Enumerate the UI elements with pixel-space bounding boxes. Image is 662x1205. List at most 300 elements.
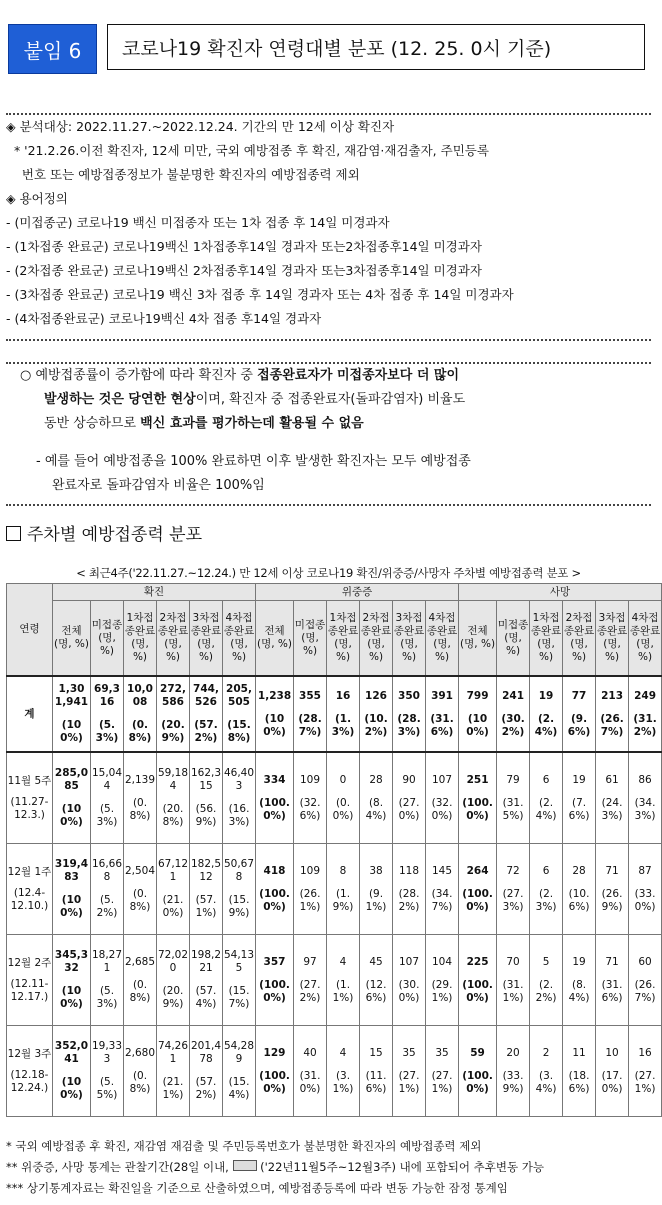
cell-count: 319,483 [54,858,89,883]
table-row [7,844,662,935]
cell-count: 6 [542,864,550,877]
cell-percent: (12.6%) [365,978,387,1004]
table-cell [223,935,256,1026]
table-cell [157,752,190,844]
table-cell [629,1026,662,1117]
cell-count: 59 [470,1046,485,1059]
cell-percent: (9.1%) [365,887,387,913]
cell-count: 2,680 [124,1046,156,1059]
cell-count: 19 [572,773,586,786]
definition-line: - (미접종군) 코로나19 백신 미접종자 또는 1차 접종 후 14일 미경과자 [6,215,390,230]
gray-box-icon [233,1160,257,1171]
cell-count: 90 [402,773,416,786]
checkbox-square-icon [6,526,21,541]
age-header: 연령 [7,584,53,677]
table-cell [91,844,124,935]
cell-percent: (2.2%) [535,978,557,1004]
cell-count: 4 [339,1046,347,1059]
subcol-header: 4차접종완료 (명, %) [223,601,256,677]
cell-count: 46,403 [223,767,255,792]
table-cell [426,935,459,1026]
cell-percent: (2.3%) [535,887,557,913]
table-cell [360,844,393,935]
subcol-header: 전체 (명, %) [459,601,497,677]
cell-count: 198,221 [190,949,222,974]
note-line2a: 발생하는 것은 당연한 현상 [44,392,196,407]
table-cell [91,1026,124,1117]
cell-percent: (31.5%) [502,796,524,822]
note-line2b: 이며, 확진자 중 접종완료자(돌파감염자) 비율도 [195,392,466,407]
table-cell [360,752,393,844]
definition-line: 번호 또는 예방접종정보가 불분명한 확진자의 예방접종력 제외 [6,167,360,182]
cell-percent: (30.0%) [398,978,420,1004]
subcol-header: 1차접종완료 (명, %) [327,601,360,677]
cell-percent: (24.3%) [601,796,623,822]
cell-percent: (34.3%) [634,796,656,822]
cell-count: 28 [572,864,586,877]
cell-count: 162,315 [190,767,222,792]
definition-line: - (3차접종 완료군) 코로나19 백신 3차 접종 후 14일 경과자 또는 4차 접종 후 14일 미경과자 [6,287,514,302]
table-cell [124,844,157,935]
row-period: (12.4-12.10.) [10,886,49,912]
cell-percent: (29.1%) [431,978,453,1004]
cell-percent: (17.0%) [601,1069,623,1095]
table-cell [393,844,426,935]
cell-percent: (0.8%) [129,796,151,822]
row-label [7,844,53,935]
table-cell [360,1026,393,1117]
section-title-text: 주차별 예방접종력 분포 [27,525,203,545]
definition-line: - (1차접종 완료군) 코로나19백신 1차접종후14일 경과자 또는2차접종후14일 미경과자 [6,239,482,254]
cell-percent: (56.9%) [195,803,217,828]
table-cell [497,844,530,935]
cell-count: 16,668 [91,858,123,883]
cell-count: 38 [369,864,383,877]
table-cell [497,752,530,844]
table-cell [426,676,459,752]
cell-percent: (9.6%) [567,712,591,738]
cell-count: 10 [605,1046,619,1059]
cell-percent: (8.4%) [365,796,387,822]
cell-percent: (100%) [263,712,286,738]
subcol-header: 4차접종완료 (명, %) [426,601,459,677]
cell-count: 241 [502,689,524,702]
cell-count: 54,135 [223,949,255,974]
cell-count: 205,505 [226,683,252,708]
note-example-cont: 완료자로 돌파감염자 비율은 100%임 [52,478,265,493]
cell-percent: (15.8%) [227,719,251,744]
row-period: (11.27-12.3.) [10,795,49,821]
cell-count: 0 [339,773,347,786]
row-label-text: 12월 3주 [7,1047,52,1060]
cell-count: 345,332 [54,949,89,974]
table-cell [563,752,596,844]
note-line3b: 백신 효과를 평가하는데 활용될 수 없음 [140,416,364,431]
table-cell [360,935,393,1026]
cell-percent: (5.5%) [96,1076,118,1101]
cell-percent: (21.0%) [162,894,184,919]
cell-percent: (32.6%) [299,796,321,822]
cell-percent: (100%) [60,719,83,744]
table-cell [327,752,360,844]
cell-percent: (5.3%) [95,719,119,744]
cell-count: 2,504 [124,864,156,877]
cell-percent: (15.7%) [228,985,250,1010]
table-cell [327,1026,360,1117]
table-cell [459,935,497,1026]
table-cell [629,844,662,935]
cell-count: 79 [506,773,520,786]
table-cell [459,752,497,844]
table-cell [190,935,223,1026]
note-line1a: ○ 예방접종률이 증가함에 따라 확진자 중 [20,368,258,383]
table-cell [157,844,190,935]
vaccination-table [6,583,662,1117]
section-title [6,520,202,545]
table-cell [223,844,256,935]
row-period: (12.18-12.24.) [10,1068,49,1094]
cell-percent: (20.9%) [161,719,185,744]
cell-count: 60 [638,955,652,968]
cell-percent: (1.3%) [331,712,355,738]
cell-percent: (11.6%) [365,1069,387,1095]
cell-count: 118 [398,864,420,877]
group-header: 확진 [53,584,256,601]
cell-count: 225 [466,955,489,968]
cell-percent: (100.0%) [259,978,290,1004]
table-cell [426,844,459,935]
cell-count: 45 [369,955,383,968]
cell-count: 19,333 [91,1040,123,1065]
table-cell [190,1026,223,1117]
cell-count: 74,261 [157,1040,189,1065]
table-cell [497,1026,530,1117]
table-row [7,1026,662,1117]
cell-percent: (100%) [60,985,83,1010]
cell-count: 10,008 [127,683,153,708]
table-cell [53,1026,91,1117]
cell-percent: (28.2%) [398,887,420,913]
table-cell [124,752,157,844]
cell-count: 249 [634,689,657,702]
table-cell [53,935,91,1026]
cell-percent: (100.0%) [462,978,493,1004]
table-cell [223,1026,256,1117]
cell-count: 20 [506,1046,520,1059]
subcol-header: 3차접종완료 (명, %) [596,601,629,677]
cell-percent: (15.9%) [228,894,250,919]
table-cell [563,1026,596,1117]
table-cell [497,935,530,1026]
subcol-header: 전체 (명, %) [256,601,294,677]
cell-percent: (7.6%) [568,796,590,822]
table-cell [327,844,360,935]
table-cell [294,935,327,1026]
table-cell [327,935,360,1026]
table-cell [530,676,563,752]
cell-percent: (28.3%) [397,712,421,738]
cell-count: 69,316 [94,683,120,708]
cell-count: 67,121 [157,858,189,883]
cell-percent: (28.7%) [298,712,322,738]
attachment-badge: 붙임 6 [8,24,97,74]
cell-count: 18,271 [91,949,123,974]
cell-count: 35 [402,1046,416,1059]
table-cell [223,676,256,752]
cell-percent: (15.4%) [228,1076,250,1101]
cell-percent: (100.0%) [259,1069,290,1095]
cell-count: 334 [263,773,286,786]
footnote-3: *** 상기통계자료는 확진일을 기준으로 산출하였으며, 예방접종등록에 따라 변동 가능한 잠정 통계임 [6,1181,508,1195]
table-cell [596,1026,629,1117]
cell-percent: (20.8%) [162,803,184,828]
table-cell [157,935,190,1026]
table-row [7,752,662,844]
cell-count: 15 [369,1046,383,1059]
cell-count: 391 [431,689,453,702]
cell-percent: (2.4%) [535,796,557,822]
cell-percent: (31.0%) [299,1069,321,1095]
table-cell [91,935,124,1026]
subcol-header: 1차접종완료 (명, %) [530,601,563,677]
cell-percent: (26.7%) [600,712,624,738]
table-cell [91,752,124,844]
table-cell [53,844,91,935]
subcol-header: 미접종 (명, %) [91,601,124,677]
cell-percent: (0.0%) [332,796,354,822]
cell-count: 355 [299,689,321,702]
cell-count: 72,020 [157,949,189,974]
cell-percent: (100.0%) [259,887,290,913]
table-cell [91,676,124,752]
cell-count: 352,041 [54,1040,89,1065]
table-cell [157,676,190,752]
cell-percent: (20.9%) [162,985,184,1010]
subcol-header: 2차접종완료 (명, %) [157,601,190,677]
table-cell [256,844,294,935]
cell-count: 71 [605,864,619,877]
subcol-header: 1차접종완료 (명, %) [124,601,157,677]
cell-count: 5 [542,955,550,968]
cell-percent: (100%) [60,803,83,828]
table-cell [190,676,223,752]
cell-percent: (100.0%) [462,796,493,822]
cell-count: 145 [432,864,453,877]
row-label-text: 12월 2주 [7,956,52,969]
table-cell [596,676,629,752]
cell-percent: (100%) [60,894,83,919]
row-label [7,1026,53,1117]
cell-count: 15,044 [91,767,123,792]
cell-percent: (5.3%) [96,985,118,1010]
cell-count: 6 [542,773,550,786]
subcol-header: 2차접종완료 (명, %) [563,601,596,677]
cell-count: 251 [466,773,489,786]
cell-percent: (57.2%) [195,1076,217,1101]
cell-percent: (57.2%) [194,719,218,744]
cell-percent: (0.8%) [129,1069,151,1095]
cell-count: 350 [398,689,420,702]
cell-percent: (34.7%) [431,887,453,913]
cell-count: 264 [466,864,489,877]
cell-count: 109 [299,773,321,786]
note-line1b: 접종완료자가 미접종자보다 더 많이 [257,368,460,383]
cell-percent: (27.2%) [299,978,321,1004]
cell-percent: (27.1%) [634,1069,656,1095]
cell-percent: (31.1%) [502,978,524,1004]
subcol-header: 3차접종완료 (명, %) [393,601,426,677]
cell-count: 19 [538,689,554,702]
cell-percent: (57.4%) [195,985,217,1010]
cell-count: 2,685 [124,955,156,968]
footnote-2a: ** 위중증, 사망 통계는 관찰기간(28일 이내, [6,1160,233,1174]
table-caption: < 최근4주('22.11.27.~12.24.) 만 12세 이상 코로나19 확진/위중증/사망자 주차별 예방접종력 분포 > [76,566,581,580]
cell-percent: (8.4%) [568,978,590,1004]
table-cell [124,676,157,752]
cell-percent: (30.2%) [501,712,525,738]
cell-percent: (31.2%) [633,712,657,738]
cell-percent: (10.2%) [364,712,388,738]
cell-percent: (0.8%) [128,719,152,744]
cell-count: 16 [638,1046,652,1059]
cell-percent: (5.3%) [96,803,118,828]
cell-count: 59,184 [157,767,189,792]
cell-count: 77 [571,689,587,702]
cell-percent: (18.6%) [568,1069,590,1095]
cell-count: 2 [542,1046,550,1059]
cell-percent: (32.0%) [431,796,453,822]
table-cell [530,935,563,1026]
cell-percent: (5.2%) [96,894,118,919]
cell-count: 97 [303,955,317,968]
definition-line: - (2차접종 완료군) 코로나19백신 2차접종후14일 경과자 또는3차접종후14일 미경과자 [6,263,482,278]
definition-line: - (4차접종완료군) 코로나19백신 4차 접종 후14일 경과자 [6,311,322,326]
note-example: - 예를 들어 예방접종을 100% 완료하면 이후 발생한 확진자는 모두 예방접종 [36,454,471,469]
cell-count: 35 [435,1046,449,1059]
row-label-text: 계 [24,707,35,720]
cell-percent: (27.1%) [398,1069,420,1095]
table-cell [596,935,629,1026]
cell-percent: (31.6%) [601,978,623,1004]
table-cell [629,935,662,1026]
definition-line: * '21.2.26.이전 확진자, 12세 미만, 국외 예방접종 후 확진, 재감염·재검출자, 주민등록 [6,143,489,158]
table-cell [190,844,223,935]
cell-percent: (1.9%) [332,887,354,913]
table-cell [393,676,426,752]
cell-percent: (57.1%) [195,894,217,919]
table-cell [530,844,563,935]
definitions-box [6,113,651,341]
table-cell [426,752,459,844]
definition-line: ◈ 용어정의 [6,191,68,206]
cell-count: 16 [335,689,351,702]
cell-count: 109 [299,864,321,877]
cell-count: 40 [303,1046,317,1059]
cell-percent: (21.1%) [162,1076,184,1101]
cell-count: 11 [572,1046,586,1059]
subcol-header: 3차접종완료 (명, %) [190,601,223,677]
cell-percent: (3.1%) [332,1069,354,1095]
table-cell [294,752,327,844]
table-cell [596,844,629,935]
cell-count: 50,678 [223,858,255,883]
cell-count: 418 [263,864,286,877]
table-cell [497,676,530,752]
table-cell [393,752,426,844]
table-cell [459,676,497,752]
cell-count: 182,512 [190,858,222,883]
cell-percent: (0.8%) [129,978,151,1004]
table-cell [53,676,91,752]
cell-percent: (33.0%) [634,887,656,913]
cell-percent: (16.3%) [228,803,250,828]
table-cell [256,935,294,1026]
cell-percent: (100%) [60,1076,83,1101]
cell-count: 1,238 [257,689,292,702]
subcol-header: 미접종 (명, %) [294,601,327,677]
cell-count: 126 [365,689,387,702]
group-header: 위중증 [256,584,459,601]
cell-count: 71 [605,955,619,968]
cell-percent: (27.3%) [502,887,524,913]
footnote-2b: ('22년11월5주~12월3주) 내에 포함되어 추후변동 가능 [256,1160,544,1174]
table-cell [530,1026,563,1117]
table-cell [393,1026,426,1117]
subcol-header: 전체 (명, %) [53,601,91,677]
cell-count: 104 [432,955,453,968]
cell-percent: (10.6%) [568,887,590,913]
footnotes [6,1136,544,1199]
cell-count: 107 [398,955,420,968]
definition-line: ◈ 분석대상: 2022.11.27.~2022.12.24. 기간의 만 12세 이상 확진자 [6,119,395,134]
subcol-header: 4차접종완료 (명, %) [629,601,662,677]
cell-count: 799 [466,689,489,702]
table-cell [393,935,426,1026]
table-cell [124,935,157,1026]
row-label [7,676,53,752]
table-cell [360,676,393,752]
cell-percent: (26.9%) [601,887,623,913]
cell-count: 86 [638,773,652,786]
table-cell [563,676,596,752]
cell-count: 213 [601,689,623,702]
subcol-header: 미접종 (명, %) [497,601,530,677]
cell-percent: (33.9%) [502,1069,524,1095]
note-box [6,362,651,506]
table-cell [459,844,497,935]
table-cell [124,1026,157,1117]
cell-percent: (3.4%) [535,1069,557,1095]
table-cell [426,1026,459,1117]
cell-percent: (31.6%) [430,712,454,738]
cell-count: 72 [506,864,520,877]
table-cell [629,676,662,752]
cell-percent: (26.7%) [634,978,656,1004]
note-line3a: 동반 상승하므로 [44,416,141,431]
table-cell [459,1026,497,1117]
footnote-2 [6,1157,544,1178]
table-cell [256,676,294,752]
table-cell [563,844,596,935]
table-cell [53,752,91,844]
table-cell [223,752,256,844]
cell-percent: (100.0%) [462,1069,493,1095]
row-period: (12.11-12.17.) [10,977,49,1003]
cell-percent: (1.1%) [332,978,354,1004]
cell-count: 107 [432,773,453,786]
cell-percent: (100.0%) [462,887,493,913]
table-cell [596,752,629,844]
